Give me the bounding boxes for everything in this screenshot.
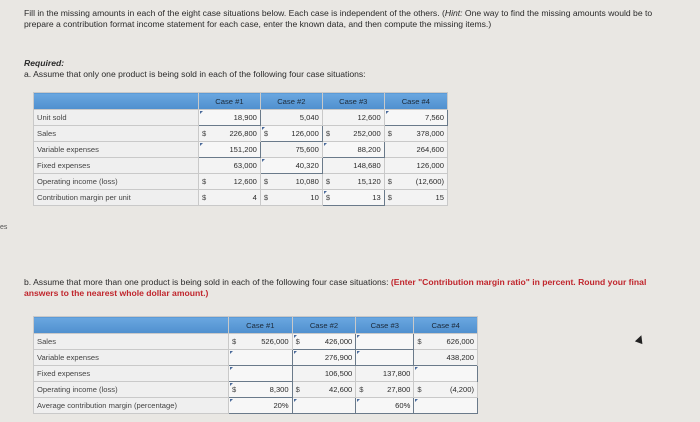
answer-input[interactable] <box>356 334 414 350</box>
cell-value: 426,000 <box>324 337 353 346</box>
dollar-sign: $ <box>325 129 331 138</box>
value-cell <box>384 142 447 158</box>
cell-value: (4,200) <box>449 385 474 394</box>
answer-input[interactable] <box>199 110 261 126</box>
dollar-sign: $ <box>202 177 207 186</box>
header-case: Case #4 <box>414 317 478 334</box>
value-cell <box>292 366 356 382</box>
table-row <box>34 350 478 366</box>
header-case: Case #2 <box>292 317 356 334</box>
dollar-sign: $ <box>417 337 422 346</box>
value-cell <box>229 334 293 350</box>
cell-value: 4 <box>252 193 257 202</box>
table-row <box>34 126 448 142</box>
dollar-sign: $ <box>263 177 269 186</box>
row-label: Fixed expenses <box>34 158 199 174</box>
cell-value: 88,200 <box>357 145 381 154</box>
header-row <box>34 317 478 334</box>
part-b-instruction: (Enter "Contribution margin ratio" in percent. Round your final answers to the nearest whole dollar amount.) <box>24 277 647 298</box>
cell-value: 264,600 <box>416 145 444 154</box>
answer-input[interactable] <box>292 398 356 414</box>
cell-value: 18,900 <box>233 113 257 122</box>
cell-value: 526,000 <box>261 337 289 346</box>
cell-value: 20% <box>273 401 289 410</box>
value-cell <box>322 174 384 190</box>
part-b-text: b. Assume that more than one product is being sold in each of the following four case situations: <box>24 277 391 287</box>
value-cell <box>260 110 322 126</box>
answer-input[interactable] <box>260 126 322 142</box>
dollar-sign: $ <box>202 129 207 138</box>
value-cell <box>384 158 447 174</box>
answer-input[interactable] <box>229 350 293 366</box>
table-row <box>34 366 478 382</box>
answer-input[interactable] <box>356 350 414 366</box>
cell-value: 148,680 <box>353 161 381 170</box>
dollar-sign: $ <box>417 385 422 394</box>
mouse-cursor-icon <box>635 334 645 344</box>
answer-input[interactable] <box>384 110 447 126</box>
dollar-sign: $ <box>263 129 269 138</box>
table-row <box>34 158 448 174</box>
cell-value: 276,900 <box>324 353 353 362</box>
table-row <box>34 398 478 414</box>
cell-value: 438,200 <box>446 353 474 362</box>
dollar-sign: $ <box>387 129 392 138</box>
value-cell <box>199 174 261 190</box>
value-cell <box>260 190 322 206</box>
dollar-sign: $ <box>202 193 207 202</box>
header-blank <box>34 317 229 334</box>
header-blank <box>34 93 199 110</box>
row-label: Sales <box>34 126 199 142</box>
value-cell <box>414 382 478 398</box>
answer-input[interactable] <box>322 190 384 206</box>
hint-label: Hint: <box>444 8 463 18</box>
header-case: Case #1 <box>199 93 261 110</box>
value-cell <box>356 366 414 382</box>
value-cell <box>292 382 356 398</box>
value-cell <box>356 382 414 398</box>
header-case: Case #1 <box>229 317 293 334</box>
answer-input[interactable] <box>356 398 414 414</box>
answer-input[interactable] <box>199 142 261 158</box>
value-cell <box>414 334 478 350</box>
value-cell <box>384 126 447 142</box>
cell-value: 126,000 <box>291 129 319 138</box>
cell-value: 12,600 <box>233 177 257 186</box>
cell-value: 60% <box>395 401 411 410</box>
table-row <box>34 334 478 350</box>
value-cell <box>199 190 261 206</box>
required-heading: Required: <box>24 58 65 68</box>
header-case: Case #3 <box>356 317 414 334</box>
value-cell <box>260 174 322 190</box>
answer-input[interactable] <box>260 158 322 174</box>
dollar-sign: $ <box>263 193 269 202</box>
dollar-sign: $ <box>232 385 237 394</box>
table-part-b <box>33 316 478 414</box>
cell-value: 626,000 <box>446 337 474 346</box>
answer-input[interactable] <box>229 366 293 382</box>
cell-value: 378,000 <box>416 129 444 138</box>
intro-text: Fill in the missing amounts in each of the eight case situations below. Each case is independent of the others. ( <box>24 8 445 18</box>
row-label: Variable expenses <box>34 350 229 366</box>
value-cell <box>322 110 384 126</box>
dollar-sign: $ <box>359 385 364 394</box>
cell-value: 42,600 <box>329 385 353 394</box>
row-label: Fixed expenses <box>34 366 229 382</box>
header-case: Case #2 <box>260 93 322 110</box>
cell-value: 252,000 <box>353 129 381 138</box>
value-cell <box>322 158 384 174</box>
header-case: Case #3 <box>322 93 384 110</box>
intro-text-2: One way to find the missing amounts would be to prepare a contribution format income statement for each case, enter the known data, and then compute the missing items.) <box>24 8 653 29</box>
cell-value: 12,600 <box>357 113 381 122</box>
dollar-sign: $ <box>387 177 392 186</box>
row-label: Variable expenses <box>34 142 199 158</box>
value-cell <box>414 350 478 366</box>
cell-value: 7,560 <box>424 113 444 122</box>
cell-value: (12,600) <box>415 177 444 186</box>
value-cell <box>199 158 261 174</box>
table-row <box>34 174 448 190</box>
row-label: Unit sold <box>34 110 199 126</box>
dollar-sign: $ <box>387 193 392 202</box>
dollar-sign: $ <box>232 337 237 346</box>
table-part-a <box>33 92 448 206</box>
row-label: Sales <box>34 334 229 350</box>
row-label: Average contribution margin (percentage) <box>34 398 229 414</box>
value-cell <box>384 174 447 190</box>
table-row <box>34 382 478 398</box>
cell-value: 5,040 <box>299 113 319 122</box>
table-row <box>34 110 448 126</box>
dollar-sign: $ <box>295 385 300 394</box>
header-case: Case #4 <box>384 93 447 110</box>
row-label: Operating income (loss) <box>34 174 199 190</box>
cell-value: 106,500 <box>324 369 353 378</box>
row-label: Operating income (loss) <box>34 382 229 398</box>
table-row <box>34 190 448 206</box>
answer-input[interactable] <box>414 398 478 414</box>
cell-value: 27,800 <box>387 385 411 394</box>
cell-value: 40,320 <box>295 161 319 170</box>
answer-input[interactable] <box>229 398 293 414</box>
cell-value: 63,000 <box>233 161 257 170</box>
cell-value: 13 <box>372 193 381 202</box>
dollar-sign: $ <box>295 337 300 346</box>
cell-value: 8,300 <box>269 385 289 394</box>
cell-value: 151,200 <box>229 145 257 154</box>
cell-value: 137,800 <box>382 369 411 378</box>
row-label: Contribution margin per unit <box>34 190 199 206</box>
instructions <box>24 8 664 29</box>
answer-input[interactable] <box>414 366 478 382</box>
part-b-prompt <box>24 277 664 298</box>
part-a-prompt: a. Assume that only one product is being sold in each of the following four case situations: <box>24 69 366 79</box>
answer-input[interactable] <box>322 142 384 158</box>
cell-value: 126,000 <box>416 161 444 170</box>
cell-value: 10,080 <box>295 177 319 186</box>
answer-input[interactable] <box>292 350 356 366</box>
value-cell <box>384 190 447 206</box>
table-row <box>34 142 448 158</box>
value-cell <box>199 126 261 142</box>
edge-text: es <box>0 224 8 231</box>
value-cell <box>322 126 384 142</box>
header-row <box>34 93 448 110</box>
answer-input[interactable] <box>292 334 356 350</box>
cell-value: 15,120 <box>357 177 381 186</box>
cell-value: 226,800 <box>229 129 257 138</box>
cell-value: 10 <box>310 193 319 202</box>
value-cell <box>260 142 322 158</box>
cell-value: 75,600 <box>295 145 319 154</box>
cell-value: 15 <box>435 193 444 202</box>
dollar-sign: $ <box>325 193 331 202</box>
dollar-sign: $ <box>325 177 331 186</box>
answer-input[interactable] <box>229 382 293 398</box>
